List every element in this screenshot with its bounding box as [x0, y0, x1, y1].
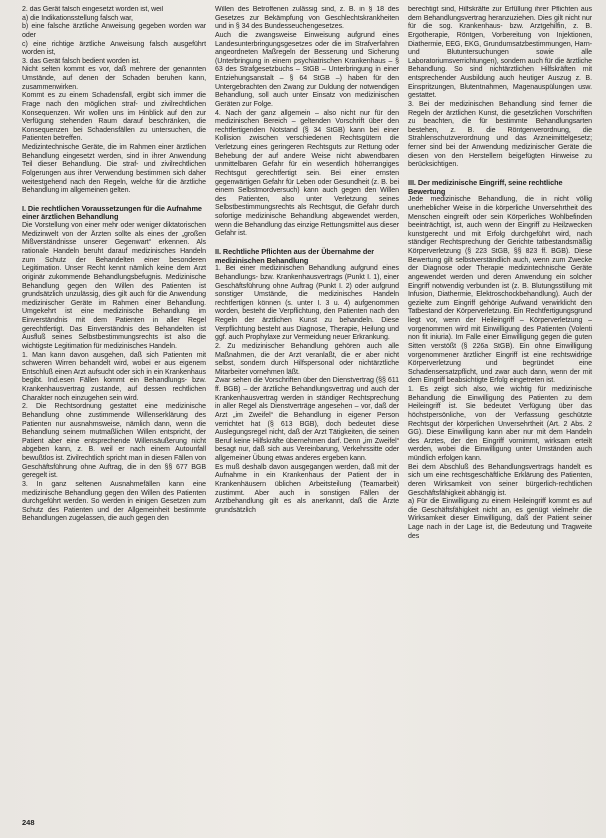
paragraph: 3. das Gerät falsch bedient worden ist. — [22, 57, 141, 65]
paragraph: Auch die zwangsweise Einweisung aufgrund eines Landesunterbringungsgesetzes oder die im Strafverfahren angeordneten Maßregeln der Besserung und Sicherung (Unterbringung in einem psychiatrischen Krankenhaus – § 63 des Strafgesetzbuchs – StGB – Unterbringung in einer Entziehungsanstalt – § 64 StGB –) haben für den Untergebrachten den Zwang zur Duldung der notwendigen Behandlung, soll auch unter Einsatz von medizinischen Geräten zur Folge. — [215, 31, 399, 108]
paragraph: Bei dem Abschluß des Behandlungsvertrags handelt es sich um eine rechtsgeschäftliche Erklärung des Patienten, deren Wirksamkeit von seiner bürgerlich-rechtlichen Geschäftsfähigkeit abhängig ist. — [408, 463, 592, 497]
section-spacer — [408, 170, 592, 176]
paragraph: Kommt es zu einem Schadensfall, ergibt sich immer die Frage nach den möglichen straf- und zivilrechtlichen Konsequenzen. Wir wollen uns im Hinblick auf den zur Verfügung stehenden Raum darauf beschränken, die Konsequenzen bei Schadensfällen zu untersuchen, die Patienten betreffen. — [22, 92, 206, 143]
paragraph: 3. In ganz seltenen Ausnahmefällen kann eine medizinische Behandlung gegen den Willen des Patienten durchgeführt werden. So werden in einigen Gesetzen zum Schutz des Patienten und der Allgemeinheit bestimmte Behandlungen zugelassen, die auch gegen den — [22, 480, 206, 523]
paragraph: a) Für die Einwilligung zu einem Heileingriff kommt es auf die Geschäftsfähigkeit nicht an, es genügt vielmehr die Wirksamkeit dieser Einwilligung, daß der Patient seiner Lage nach in der Lage ist, die Bedeutung und Tragweite des — [408, 498, 592, 540]
paragraph: 2. Die Rechtsordnung gestattet eine medizinische Behandlung ohne zustimmende Willenserklärung des Patienten nur ausnahmsweise, nämlich dann, wenn die Behandlung seinem mutmaßlichen Willen entspricht, der Patient aber eine entsprechende Willensäußerung nicht abgeben kann, z. B. weil er nach einem Autounfall bewußtlos ist. Zivilrechtlich spricht man in diesen Fällen von Geschäftsführung ohne Auftrag, die in den §§ 677 BGB geregelt ist. — [22, 403, 206, 480]
paragraph: Zwar sehen die Vorschriften über den Dienstvertrag (§§ 611 ff. BGB) – der ärztliche Behandlungsvertrag und auch der Krankenhausvertrag werden in ständiger Rechtsprechung in aller Regel als Dienstverträge angesehen – vor, daß der Arzt „im Zweifel“ die Behandlung in eigener Person verrichtet hat (§ 613 BGB), doch bedeutet diese Auslegungsregel nicht, daß der Arzt Tätigkeiten, die seinen Beruf keine Hilfskräfte übernehmen darf. Denn „im Zweifel“ besagt nur, daß sich aus Vereinbarung, Verkehrssitte oder allgemeiner Übung etwas anderes ergeben kann. — [215, 377, 399, 463]
section-spacer — [22, 196, 206, 202]
paragraph: Jede medizinische Behandlung, die in nicht völlig unerheblicher Weise in die körperliche Unversehrtheit des Menschen eingreift oder sein Körperliches Wohlbefinden beeinträchtigt, ist, auch wenn der Eingriff zu Heilzwecken kunstgerecht und mit Erfolg durchgeführt wird, nach ständiger Rechtsprechung der Gerichte tatbestandsmäßig Körperverletzung (§ 223 StGB, §§ 823 ff. BGB). Diese Bewertung gilt selbstverständlich auch, wenn zum Zwecke der Diagnose oder Therapie medizintechnische Geräte angewendet werden und deren Anwendung ein solcher Eingriff notwendig verbunden ist (z. B. Blutungsstillung mit Infusion, Diathermie, Elektroschockbehandlung). Auch der gezielte zum Eingriff gehörige Aufwand verwirklicht den Tatbestand der Körperverletzung. Ein Rechtfertigungsgrund liegt vor, wenn der Heileingriff – Körperverletzung – vorgenommen wird mit Einwilligung des Patienten (Volenti non fit iniuria). Im Falle einer Einwilligung gegen die guten Sitten verstößt (§ 226a StGB). Ein ohne Einwilligung vorgenommener ärztlicher Eingriff ist eine rechtswidrige Körperverletzung und begründet eine Schadensersatzpflicht, und zwar auch dann, wenn der mit dem Eingriff beabsichtigte Erfolg eingetreten ist. — [408, 196, 592, 385]
paragraph: 1. Man kann davon ausgehen, daß sich Patienten mit schweren Wirren behandelt wird, wobei er aus eigenem Entschluß einen Arzt aufsucht oder sich in ein Krankenhaus begibt. Ind.esen Fällen kommt ein Behandlungs- bzw. Krankenhausvertrag zustande, auf dessen rechtlichen Charakter noch einzugehen sein wird. — [22, 351, 206, 402]
text-column-middle — [215, 6, 399, 818]
paragraph: berechtigt sind, Hilfskräfte zur Erfüllung ihrer Pflichten aus dem Behandlungsvertrag heranzuziehen. Dies gilt nicht nur für die sog. Krankenhaus- bzw. Arztgehilfin, z. B. Ergotherapie, Röntgen, Vorbereitung von Injektionen, Diathermie, EEG, EKG, Grundumsatzbestimmungen, Harn- und Blutuntersuchungen sowie alle Laboratoriumsverrichtungen), sondern auch für die ärztliche Behandlung. So sind nichtärztlichen Hilfskräften mit entsprechender Ausbildung auch heutiger Auszug z. B. Einspritzungen, Blutentnahmen, Magenauspülungen usw. gestattet. — [408, 6, 592, 100]
paragraph: 4. Nach der ganz allgemein – also nicht nur für den medizinischen Bereich – geltenden Vorschrift über den rechtfertigenden Notstand (§ 34 StGB) kann bei einer Kollision zwischen verschiedenen Rechtsgütern die Verletzung eines geringeren Rechtsguts zur Rettung oder Behebung der auf andere Weise nicht abwendbaren unmittelbaren Gefahr für ein wesentlich höherrangiges Rechtsgut gerechtfertigt sein. Bei einer ernsten gegenwärtigen Gefahr für Leben oder Gesundheit (z. B. bei einem Selbstmordversuch) kann auch gegen den Willen des Patienten, also unter Verletzung seines Selbstbestimmungsrechts als Rechtsgut, die Gefahr durch sofortige medizinische Behandlung abgewendet werden, wenn die Behandlung das einzige Rettungsmittel aus dieser Gefahr ist. — [215, 109, 399, 238]
paragraph: 1. Es zeigt sich also, wie wichtig für medizinische Behandlung die Einwilligung des Patienten zu dem Heileingriff ist. Sie bedeutet Verfügung über das höchstpersönliche, von der Verfassung geschützte Rechtsgut der körperlichen Unversehrtheit (Art. 2 Abs. 2 GG). Diese Einwilligung kann aber nur mit dem Handeln des Arztes, der den Eingriff vornimmt, wirksam erteilt werden, wobei die Einwilligung unter Umständen auch mündlich erfolgen kann. — [408, 386, 592, 463]
paragraph: Es muß deshalb davon ausgegangen werden, daß mit der Aufnahme in ein Krankenhaus der Patient der in Krankenhäusern üblichen Arbeitsteilung (Teamarbeit) zustimmt. Aber auch in sonstigen Fällen der Arztbehandlung gilt es als anerkannt, daß die Ärzte grundsätzlich — [215, 463, 399, 514]
paragraph: b) eine falsche ärztliche Anweisung gegeben worden war oder — [22, 23, 206, 39]
section-heading: III. Der medizinische Eingriff, seine rechtliche Bewertung — [408, 177, 563, 196]
section-spacer — [215, 239, 399, 245]
paragraph: 2. das Gerät falsch eingesetzt worden ist, weil — [22, 6, 164, 13]
text-column-right — [408, 6, 592, 818]
paragraph: Willen des Betroffenen zulässig sind, z. B. in § 18 des Gesetzes zur Bekämpfung von Geschlechtskrankheiten und in § 34 des Bundesseuchengesetzes. — [215, 6, 399, 31]
paragraph: Nicht selten kommt es vor, daß mehrere der genannten Umstände, auf denen der Schaden beruhen kann, zusammenwirken. — [22, 66, 206, 91]
text-column-left — [22, 6, 206, 818]
section-heading: II. Rechtliche Pflichten aus der Übernahme der medizinischen Behandlung — [215, 246, 375, 265]
section-heading: I. Die rechtlichen Voraussetzungen für die Aufnahme einer ärztlichen Behandlung — [22, 203, 202, 222]
paragraph: 1. Bei einer medizinischen Behandlung aufgrund eines Behandlungs- bzw. Krankenhausvertrags (Punkt I. 1), einer Geschäftsführung ohne Auftrag (Punkt I. 2) oder aufgrund sonstiger Umstände, die medizinisches Handeln rechtfertigen können (s. unter I. 3 u. 4) aufgenommen worden, besteht die Verpflichtung, den Patienten nach den Regeln der ärztlichen Kunst zu behandeln. Diese Verpflichtung besteht aus Diagnose, Therapie, Heilung und ggf. auch Prophylaxe zur Vermeidung neuer Erkrankung. — [215, 265, 399, 342]
paragraph: a) die Indikationsstellung falsch war, — [22, 14, 133, 22]
paragraph: 3. Bei der medizinischen Behandlung sind ferner die Regeln der ärztlichen Kunst, die gesetzlichen Vorschriften zu beachten, die für bestimmte Behandlungsarten bestehen, z. B. die Röntgenverordnung, die Strahlenschutzverordnung und das Arzneimittelgesetz; ferner sind bei der Anwendung medizinischer Geräte die diesen von den Herstellern beigefügten Hinweise zu berücksichtigen. — [408, 100, 592, 169]
page-number: 248 — [22, 818, 35, 827]
paragraph: Die Vorstellung von einer mehr oder weniger diktatorischen Medizinwelt von der Ärzten sollte als eines der „großen Mißverständnisse unserer Gegenwart“ erkennen. Als rationale Handeln beruht darauf medizinisches Handeln zum Schutz der Behandelten einer besonderen Legitimation. Unser Recht kennt nämlich keine dem Arzt originär zukommende Behandlungsbefugnis. Medizinische Behandlung gegen den Willen des Patienten ist grundsätzlich unzulässig, dies gilt auch für die Anwendung medizinischer Geräte im Rahmen einer Behandlung. Umgekehrt ist eine medizinische Behandlung im Einverständnis mit dem Patienten in aller Regel gerechtfertigt. Das Einverständnis des Behandelten ist Ausfluß seines Selbstbestimmungsrechts ist also die wichtigste Legitimation für medizinisches Handeln. — [22, 222, 206, 350]
paragraph: Medizintechnische Geräte, die im Rahmen einer ärztlichen Behandlung eingesetzt werden, sind in ihrer Anwendung Teil dieser Behandlung. Die straf- und zivilrechtlichen Folgerungen aus ihrer Verwendung bestimmen sich daher weitestgehend nach den Regeln, welche für die ärztliche Behandlung im allgemeinen gelten. — [22, 144, 206, 195]
paragraph: c) eine richtige ärztliche Anweisung falsch ausgeführt worden ist, — [22, 40, 206, 57]
paragraph: 2. Zu medizinischer Behandlung gehören auch alle Maßnahmen, die der Arzt veranlaßt, die er aber nicht selbst, sondern durch Hilfspersonal oder nichtärztliche Mitarbeiter vornehmen läßt. — [215, 342, 399, 376]
